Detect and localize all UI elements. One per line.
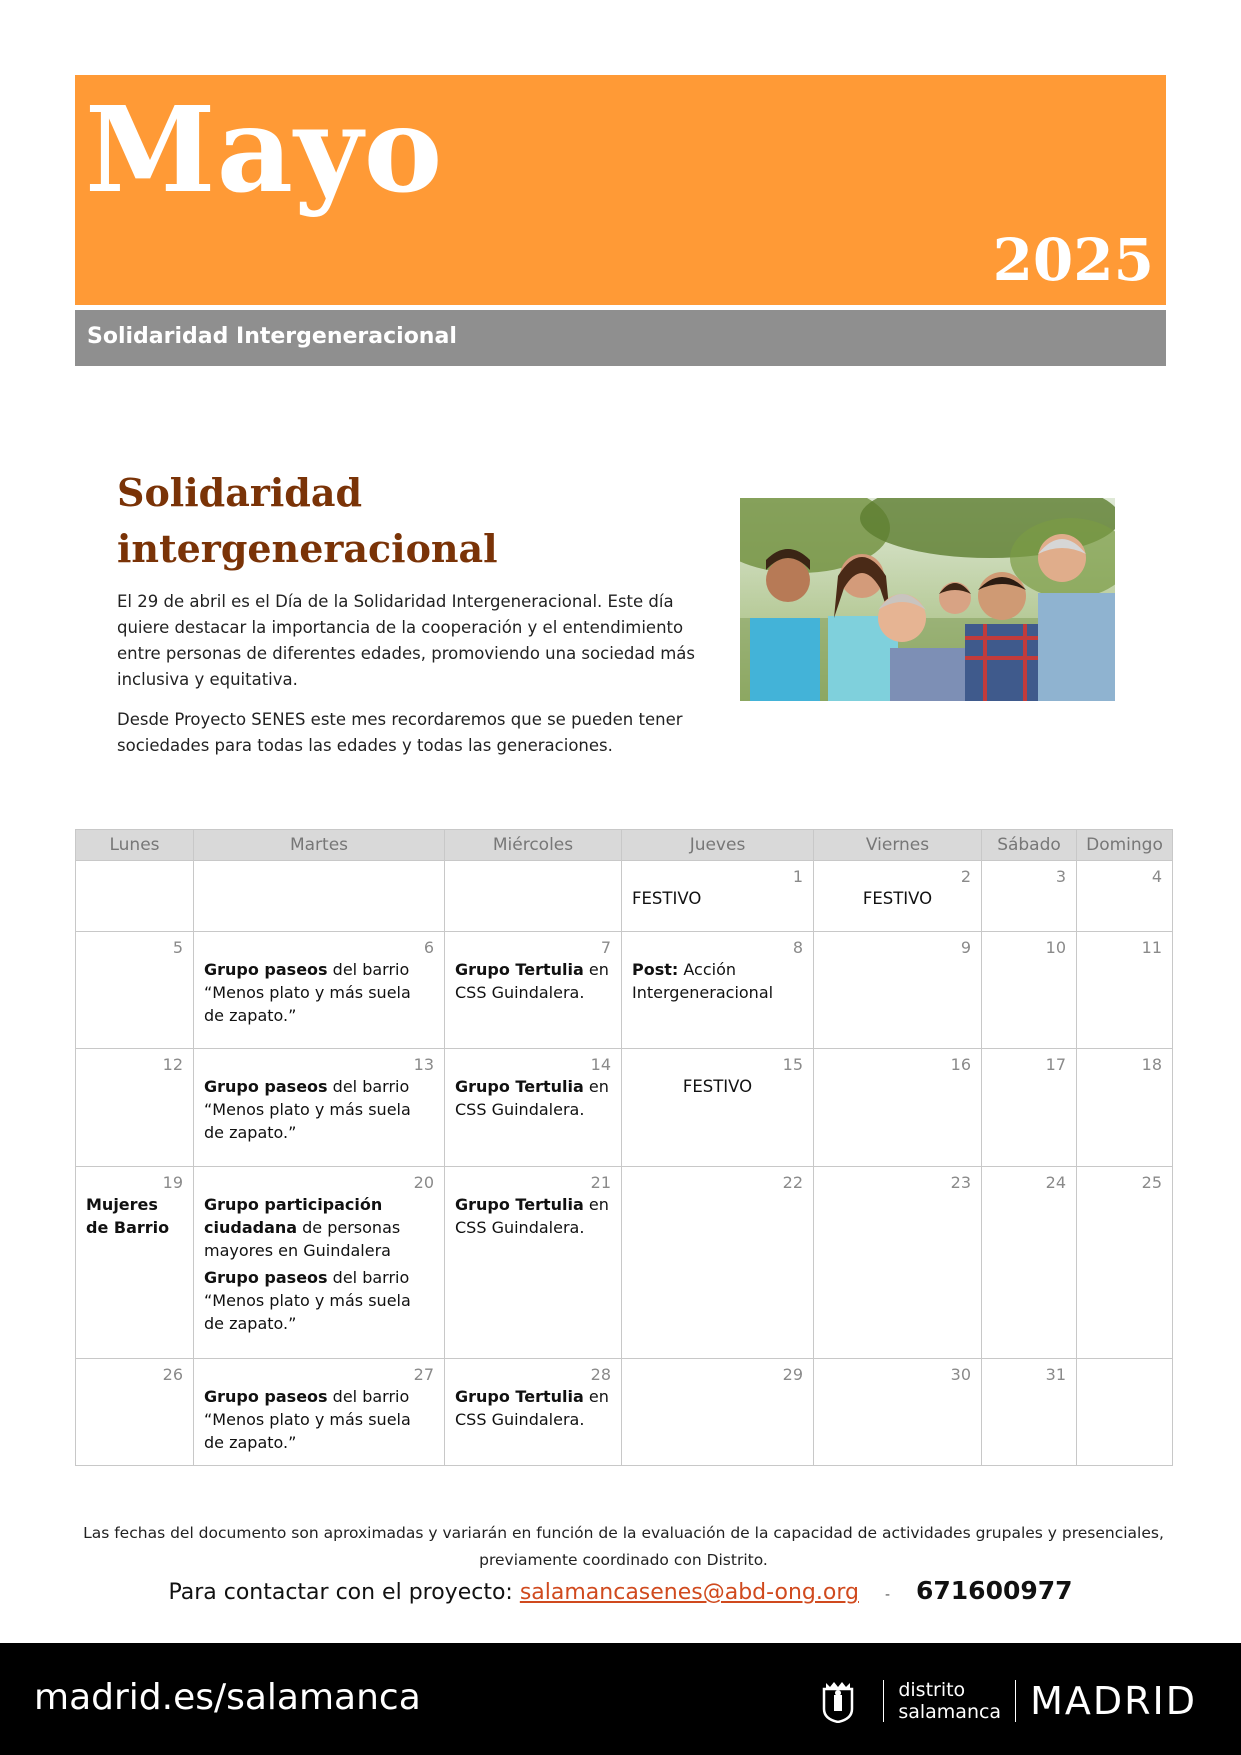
calendar-cell-day-11 [1077,932,1173,1049]
article-paragraph-2: Desde Proyecto SENES este mes recordaremos que se pueden tener sociedades para todas las edades y todas las generaciones. [117,710,683,755]
event-paseos: Grupo paseos del barrio “Menos plato y más suela de zapato.” [204,1387,411,1452]
calendar-cell-day-27 [194,1359,445,1466]
day-number: 5 [172,938,183,957]
calendar-week-row [76,1049,1173,1167]
calendar-cell-day-5 [76,932,194,1049]
calendar-cell-day-16 [814,1049,982,1167]
calendar-cell-day-19 [76,1167,194,1359]
calendar-cell-day-22 [622,1167,814,1359]
festivo-label: FESTIVO [862,889,933,908]
day-number: 27 [413,1365,434,1384]
disclaimer-line-2: previamente coordinado con Distrito. [479,1551,768,1569]
day-number: 31 [1045,1365,1066,1384]
calendar-cell-day-18 [1077,1049,1173,1167]
day-number: 18 [1141,1055,1162,1074]
weekday-header: Lunes [76,830,194,861]
calendar-cell-empty [1077,1359,1173,1466]
article-paragraph-1: El 29 de abril es el Día de la Solidaridad Intergeneracional. Este día quiere destacar la importancia de la cooperación y el entendimiento entre personas de diferentes edades, promoviendo una sociedad más inclusiva y equitativa. [117,592,696,689]
day-number: 21 [590,1173,611,1192]
day-number: 20 [413,1173,434,1192]
calendar-cell-empty [76,861,194,932]
calendar-cell-day-23 [814,1167,982,1359]
weekday-header: Domingo [1077,830,1173,861]
day-number: 17 [1045,1055,1066,1074]
madrid-brand [821,1671,1197,1731]
calendar-cell-day-9 [814,932,982,1049]
calendar-cell-day-8 [622,932,814,1049]
calendar-cell-day-6 [194,932,445,1049]
footer-site-link[interactable]: madrid.es/salamanca [34,1677,421,1718]
calendar-week-row [76,1359,1173,1466]
day-number: 8 [792,938,803,957]
calendar-cell-day-20 [194,1167,445,1359]
calendar-cell-day-3 [982,861,1077,932]
contact-phone: 671600977 [916,1576,1073,1605]
contact-email-link[interactable]: salamancasenes@abd-ong.org [519,1580,859,1605]
calendar-cell-day-14 [445,1049,622,1167]
day-number: 16 [950,1055,971,1074]
calendar-week-row [76,1167,1173,1359]
day-number: 30 [950,1365,971,1384]
calendar-cell-empty [194,861,445,932]
year-label: 2025 [992,226,1154,294]
event-tertulia: Grupo Tertulia en CSS Guindalera. [455,1077,609,1119]
calendar-cell-day-12 [76,1049,194,1167]
event-post: Post: Acción Intergeneracional [632,960,774,1002]
calendar-cell-day-21 [445,1167,622,1359]
day-number: 1 [792,867,803,886]
weekday-header: Jueves [622,830,814,861]
day-number: 15 [782,1055,803,1074]
contact-separator: - [884,1587,890,1603]
event-paseos: Grupo paseos del barrio “Menos plato y más suela de zapato.” [204,1268,411,1333]
calendar-cell-day-26 [76,1359,194,1466]
day-number: 7 [600,938,611,957]
calendar-cell-day-2 [814,861,982,932]
day-number: 11 [1141,938,1162,957]
family-photo [740,498,1115,701]
distrito-label: distrito salamanca [898,1679,1002,1723]
day-number: 19 [162,1173,183,1192]
day-number: 28 [590,1365,611,1384]
day-number: 22 [782,1173,803,1192]
weekday-header: Miércoles [445,830,622,861]
madrid-crest-icon [821,1679,855,1723]
day-number: 10 [1045,938,1066,957]
day-number: 6 [423,938,434,957]
calendar-cell-day-24 [982,1167,1077,1359]
festivo-label: FESTIVO [632,889,702,908]
weekday-header: Martes [194,830,445,861]
madrid-wordmark: MADRID [1030,1679,1197,1723]
month-banner [75,75,1166,305]
event-paseos: Grupo paseos del barrio “Menos plato y más suela de zapato.” [204,960,411,1025]
calendar-cell-day-15 [622,1049,814,1167]
calendar-cell-empty [445,861,622,932]
event-paseos: Grupo paseos del barrio “Menos plato y más suela de zapato.” [204,1077,411,1142]
brand-divider [883,1680,884,1722]
calendar-cell-day-1 [622,861,814,932]
footer-bar [0,1643,1241,1755]
festivo-label: FESTIVO [682,1077,753,1096]
calendar-cell-day-30 [814,1359,982,1466]
day-number: 3 [1055,867,1066,886]
day-number: 26 [162,1365,183,1384]
day-number: 14 [590,1055,611,1074]
disclaimer-note [75,1520,1172,1574]
contact-label: Para contactar con el proyecto: [168,1580,520,1605]
day-number: 13 [413,1055,434,1074]
day-number: 9 [960,938,971,957]
event-tertulia: Grupo Tertulia en CSS Guindalera. [455,1195,609,1237]
day-number: 12 [162,1055,183,1074]
calendar-cell-day-7 [445,932,622,1049]
event-tertulia: Grupo Tertulia en CSS Guindalera. [455,1387,609,1429]
month-title: Mayo [85,80,444,219]
calendar-week-row [76,861,1173,932]
event-tertulia: Grupo Tertulia en CSS Guindalera. [455,960,609,1002]
subtitle-bar [75,310,1166,366]
day-number: 25 [1141,1173,1162,1192]
disclaimer-line-1: Las fechas del documento son aproximadas y variarán en función de la evaluación de la capacidad de actividades grupales y presenciales, [83,1524,1164,1542]
calendar-cell-day-4 [1077,861,1173,932]
weekday-header-row [76,830,1173,861]
calendar-week-row [76,932,1173,1049]
day-number: 24 [1045,1173,1066,1192]
day-number: 29 [782,1365,803,1384]
calendar-cell-day-13 [194,1049,445,1167]
weekday-header: Viernes [814,830,982,861]
day-number: 2 [960,867,971,886]
brand-divider [1015,1680,1016,1722]
calendar-cell-day-29 [622,1359,814,1466]
calendar-cell-day-17 [982,1049,1077,1167]
calendar-table [75,829,1173,1466]
calendar-cell-day-10 [982,932,1077,1049]
calendar-cell-day-28 [445,1359,622,1466]
event-mujeres: Mujeres de Barrio [86,1195,170,1237]
article-title: Solidaridad intergeneracional [117,470,498,571]
calendar-cell-day-25 [1077,1167,1173,1359]
calendar [75,829,1172,1466]
weekday-header: Sábado [982,830,1077,861]
calendar-cell-day-31 [982,1359,1077,1466]
contact-line [0,1576,1241,1605]
day-number: 23 [950,1173,971,1192]
subtitle-text: Solidaridad Intergeneracional [87,324,457,349]
day-number: 4 [1151,867,1162,886]
event-participacion: Grupo participación ciudadana de personas mayores en Guindalera [204,1195,401,1260]
